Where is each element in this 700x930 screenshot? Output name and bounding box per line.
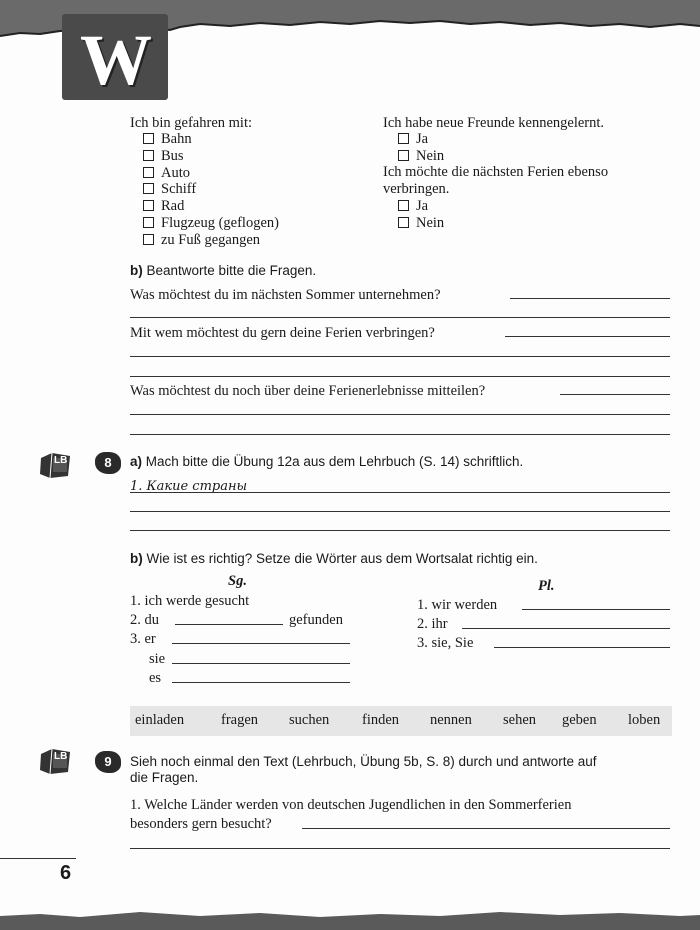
question-3: Was möchtest du noch über deine Ferienerlebnisse mitteilen? bbox=[130, 383, 486, 399]
textbook-icon-label: LB bbox=[54, 455, 68, 466]
word-salad-item: geben bbox=[562, 712, 597, 728]
checkbox-label: Bahn bbox=[161, 131, 192, 147]
checkbox[interactable] bbox=[398, 133, 409, 144]
checkbox[interactable] bbox=[143, 234, 154, 245]
checkbox-label: Nein bbox=[416, 147, 445, 164]
section-b-instruction: Beantworte bitte die Fragen. bbox=[146, 263, 317, 278]
checkbox[interactable] bbox=[143, 133, 154, 144]
answer-line[interactable] bbox=[462, 628, 670, 629]
answer-line[interactable] bbox=[130, 492, 670, 493]
checkbox[interactable] bbox=[398, 200, 409, 211]
word-salad-item: fragen bbox=[221, 712, 259, 728]
exercise-9-question: 1. Welche Länder werden von deutschen Jugendlichen in den Sommerferien bbox=[130, 797, 572, 813]
handwritten-answer: 1. Какие страны bbox=[130, 479, 248, 494]
exercise-8a-instruction: Mach bitte die Übung 12a aus dem Lehrbuch (S. 14) schriftlich. bbox=[145, 454, 524, 469]
answer-line[interactable] bbox=[494, 647, 670, 648]
exercise-8b-heading bbox=[130, 551, 538, 566]
singular-heading: Sg. bbox=[228, 573, 247, 589]
answer-line[interactable] bbox=[130, 848, 670, 849]
plural-heading: Pl. bbox=[538, 578, 555, 594]
answer-line[interactable] bbox=[172, 643, 350, 644]
answer-line[interactable] bbox=[505, 336, 670, 337]
checkbox-option bbox=[143, 215, 279, 232]
checkbox[interactable] bbox=[143, 217, 154, 228]
answer-line[interactable] bbox=[130, 434, 670, 435]
checkbox[interactable] bbox=[398, 217, 409, 228]
checkbox[interactable] bbox=[143, 150, 154, 161]
checkbox-label: Schiff bbox=[161, 181, 197, 198]
checkbox[interactable] bbox=[398, 150, 409, 161]
checkbox-label: Ja bbox=[416, 198, 429, 214]
word-salad-item: einladen bbox=[135, 712, 185, 728]
checkbox[interactable] bbox=[143, 200, 154, 211]
word-salad-item: finden bbox=[362, 712, 400, 728]
pl-row-2: 2. ihr bbox=[417, 616, 448, 632]
page-number: 6 bbox=[60, 862, 72, 884]
answer-line[interactable] bbox=[130, 376, 670, 377]
exercise-8b-instruction: Wie ist es richtig? Setze die Wörter aus dem Wortsalat richtig ein. bbox=[146, 551, 538, 566]
sg-row-3b: sie bbox=[149, 651, 166, 667]
right-question-2-cont: verbringen. bbox=[383, 181, 450, 197]
right-question-1: Ich habe neue Freunde kennengelernt. bbox=[383, 115, 605, 131]
checkbox-option bbox=[143, 232, 260, 249]
sg-row-3: 3. er bbox=[130, 631, 156, 647]
answer-line[interactable] bbox=[510, 298, 670, 299]
checkbox-label: Rad bbox=[161, 198, 185, 215]
checkbox-option bbox=[143, 198, 184, 215]
left-question: Ich bin gefahren mit: bbox=[130, 115, 252, 131]
sg-row-3c: es bbox=[149, 670, 162, 686]
section-b-heading bbox=[130, 263, 316, 278]
word-salad-item: suchen bbox=[289, 712, 330, 728]
pl-row-1: 1. wir werden bbox=[417, 597, 498, 613]
question-2: Mit wem möchtest du gern deine Ferien verbringen? bbox=[130, 325, 435, 341]
textbook-icon-label: LB bbox=[54, 751, 68, 762]
checkbox-option bbox=[398, 198, 428, 215]
section-logo bbox=[62, 14, 168, 100]
sg-row-2: 2. du bbox=[130, 612, 159, 628]
checkbox-label: Auto bbox=[161, 164, 190, 181]
checkbox-option bbox=[143, 148, 184, 165]
answer-line[interactable] bbox=[560, 394, 670, 395]
answer-line[interactable] bbox=[522, 609, 670, 610]
exercise-number-badge: 9 bbox=[95, 751, 121, 773]
checkbox-option bbox=[143, 181, 196, 198]
checkbox-label: Ja bbox=[416, 131, 429, 147]
exercise-9-question-cont: besonders gern besucht? bbox=[130, 816, 272, 832]
answer-line[interactable] bbox=[130, 511, 670, 512]
right-question-2: Ich möchte die nächsten Ferien ebenso bbox=[383, 164, 609, 180]
torn-bottom-edge bbox=[0, 906, 700, 930]
section-b-label: b) bbox=[130, 263, 143, 278]
answer-line[interactable] bbox=[172, 663, 350, 664]
exercise-9-instruction-cont: die Fragen. bbox=[130, 770, 199, 785]
answer-line[interactable] bbox=[130, 317, 670, 318]
checkbox-option bbox=[398, 215, 444, 232]
word-salad-item: sehen bbox=[503, 712, 537, 728]
checkbox-label: Flugzeug (geflogen) bbox=[161, 215, 279, 231]
page-number-rule bbox=[0, 858, 76, 859]
pl-row-3: 3. sie, Sie bbox=[417, 635, 474, 651]
checkbox[interactable] bbox=[143, 167, 154, 178]
checkbox-label: Bus bbox=[161, 147, 184, 164]
exercise-8a-heading bbox=[130, 454, 523, 469]
checkbox-label: zu Fuß gegangen bbox=[161, 231, 261, 248]
question-1: Was möchtest du im nächsten Sommer unternehmen? bbox=[130, 287, 441, 303]
checkbox-label: Nein bbox=[416, 214, 445, 231]
exercise-number-badge: 8 bbox=[95, 452, 121, 474]
word-salad-item: loben bbox=[628, 712, 661, 728]
exercise-8b-label: b) bbox=[130, 551, 143, 566]
checkbox[interactable] bbox=[143, 183, 154, 194]
sg-row-1: 1. ich werde gesucht bbox=[130, 593, 250, 609]
sg-row-2-suffix: gefunden bbox=[289, 612, 343, 628]
checkbox-option bbox=[143, 165, 190, 182]
word-salad-item: nennen bbox=[430, 712, 472, 728]
answer-line[interactable] bbox=[172, 682, 350, 683]
checkbox-option bbox=[398, 131, 428, 148]
answer-line[interactable] bbox=[130, 530, 670, 531]
checkbox-option bbox=[143, 131, 192, 148]
logo-letter: W bbox=[80, 20, 150, 100]
answer-line[interactable] bbox=[302, 828, 670, 829]
answer-line[interactable] bbox=[175, 624, 283, 625]
exercise-9-instruction: Sieh noch einmal den Text (Lehrbuch, Übung 5b, S. 8) durch und antworte auf bbox=[130, 754, 597, 769]
answer-line[interactable] bbox=[130, 414, 670, 415]
answer-line[interactable] bbox=[130, 356, 670, 357]
exercise-8a-label: a) bbox=[130, 454, 143, 469]
checkbox-option bbox=[398, 148, 444, 165]
